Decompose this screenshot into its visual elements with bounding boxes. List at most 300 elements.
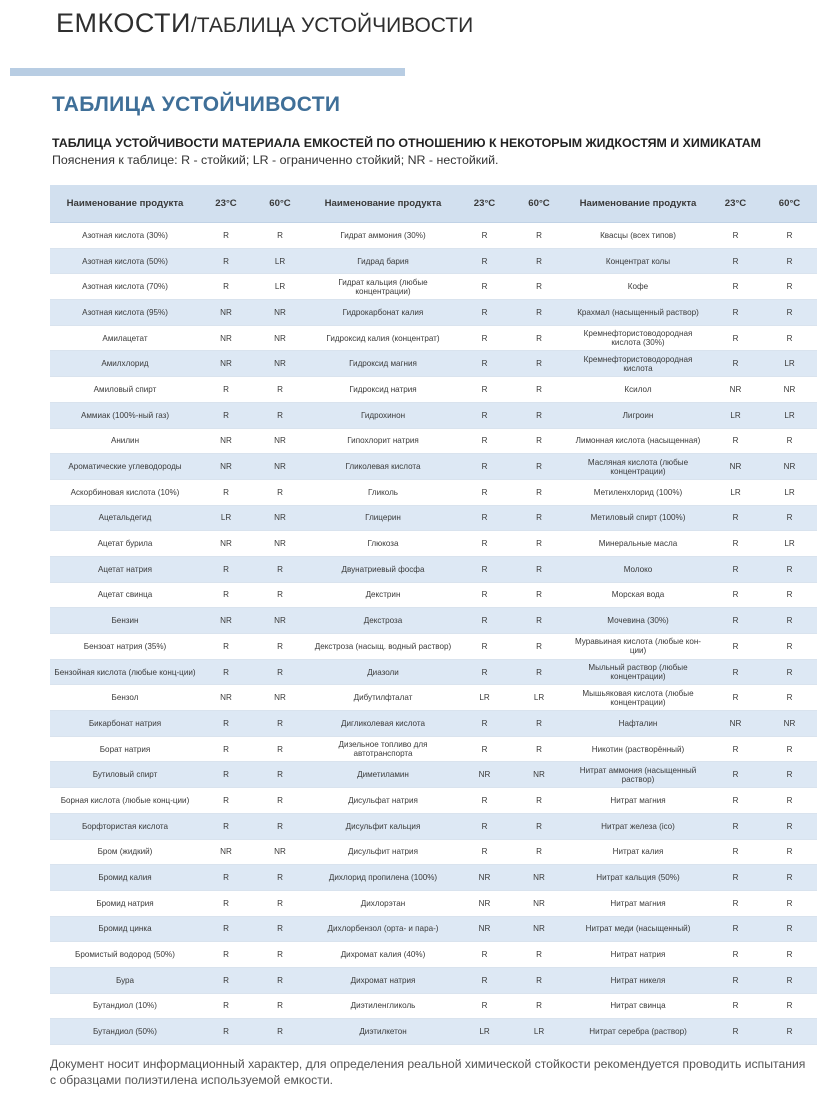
resistance-cell: R [252, 865, 308, 891]
product-name-cell: Ацетат бурила [50, 531, 200, 557]
product-name-cell: Бензин [50, 608, 200, 634]
resistance-cell: R [762, 428, 817, 454]
resistance-cell: R [200, 274, 252, 300]
product-name-cell: Метиловый спирт (100%) [567, 505, 709, 531]
resistance-cell: R [762, 993, 817, 1019]
resistance-cell: R [511, 531, 567, 557]
resistance-cell: R [200, 788, 252, 814]
resistance-cell: R [709, 274, 762, 300]
product-name-cell: Нафталин [567, 711, 709, 737]
resistance-cell: LR [458, 685, 511, 711]
product-name-cell: Дисульфит кальция [308, 813, 458, 839]
product-name-cell: Кремнефтористоводородная кислота (30%) [567, 325, 709, 351]
table-row [50, 274, 817, 300]
product-name-cell: Бензоат натрия (35%) [50, 634, 200, 660]
resistance-cell: R [762, 608, 817, 634]
resistance-cell: R [458, 993, 511, 1019]
product-name-cell: Дисульфит натрия [308, 839, 458, 865]
table-row [50, 479, 817, 505]
resistance-cell: R [458, 454, 511, 480]
resistance-cell: R [252, 711, 308, 737]
resistance-cell: R [458, 659, 511, 685]
product-name-cell: Бикарбонат натрия [50, 711, 200, 737]
product-name-cell: Декстроза (насыщ. водный раствор) [308, 634, 458, 660]
resistance-cell: R [511, 556, 567, 582]
resistance-cell: LR [200, 505, 252, 531]
resistance-cell: R [762, 890, 817, 916]
product-name-cell: Азотная кислота (50%) [50, 248, 200, 274]
resistance-cell: R [709, 1019, 762, 1045]
resistance-cell: LR [511, 685, 567, 711]
resistance-cell: NR [252, 839, 308, 865]
resistance-cell: R [252, 1019, 308, 1045]
product-name-cell: Аммиак (100%-ный газ) [50, 402, 200, 428]
resistance-cell: NR [762, 377, 817, 403]
resistance-cell: R [200, 582, 252, 608]
resistance-cell: R [200, 711, 252, 737]
resistance-cell: R [762, 659, 817, 685]
header-sub: ТАБЛИЦА УСТОЙЧИВОСТИ [196, 14, 474, 37]
product-name-cell: Двунатриевый фосфа [308, 556, 458, 582]
resistance-cell: R [762, 634, 817, 660]
table-row [50, 248, 817, 274]
table-row [50, 582, 817, 608]
product-name-cell: Бромистый водород (50%) [50, 942, 200, 968]
table-row [50, 531, 817, 557]
product-name-cell: Ацетат натрия [50, 556, 200, 582]
product-name-cell: Амилацетат [50, 325, 200, 351]
resistance-cell: R [762, 967, 817, 993]
product-name-cell: Гидрохинон [308, 402, 458, 428]
column-header: Наименование продукта [567, 185, 709, 223]
product-name-cell: Метиленхлорид (100%) [567, 479, 709, 505]
resistance-cell: R [511, 505, 567, 531]
resistance-cell: R [511, 608, 567, 634]
product-name-cell: Гидрат кальция (любые концентрации) [308, 274, 458, 300]
product-name-cell: Бензол [50, 685, 200, 711]
resistance-cell: LR [709, 479, 762, 505]
resistance-cell: R [252, 634, 308, 660]
resistance-cell: R [511, 248, 567, 274]
resistance-cell: R [762, 839, 817, 865]
column-header: 23°C [200, 185, 252, 223]
table-row [50, 325, 817, 351]
resistance-cell: NR [511, 865, 567, 891]
resistance-cell: R [200, 223, 252, 249]
resistance-cell: R [458, 351, 511, 377]
resistance-cell: R [709, 916, 762, 942]
resistance-cell: LR [252, 248, 308, 274]
resistance-cell: NR [458, 916, 511, 942]
table-row [50, 788, 817, 814]
column-header: 60°C [252, 185, 308, 223]
resistance-cell: R [762, 685, 817, 711]
table-row [50, 736, 817, 762]
resistance-cell: NR [458, 865, 511, 891]
header-underline-bar [10, 68, 405, 76]
resistance-cell: NR [200, 300, 252, 326]
column-header: 23°C [458, 185, 511, 223]
product-name-cell: Нитрат магния [567, 788, 709, 814]
resistance-cell: R [458, 377, 511, 403]
resistance-cell: R [252, 942, 308, 968]
product-name-cell: Борат натрия [50, 736, 200, 762]
product-name-cell: Диэтиленгликоль [308, 993, 458, 1019]
table-header-row [50, 185, 817, 223]
resistance-cell: R [511, 351, 567, 377]
resistance-cell: R [709, 762, 762, 788]
resistance-cell: R [762, 505, 817, 531]
resistance-cell: NR [200, 839, 252, 865]
resistance-cell: NR [252, 325, 308, 351]
resistance-cell: R [709, 813, 762, 839]
resistance-cell: NR [252, 454, 308, 480]
resistance-cell: R [200, 659, 252, 685]
resistance-cell: R [458, 300, 511, 326]
resistance-cell: R [762, 736, 817, 762]
resistance-cell: R [511, 402, 567, 428]
product-name-cell: Муравьиная кислота (любые кон-ции) [567, 634, 709, 660]
product-name-cell: Азотная кислота (95%) [50, 300, 200, 326]
product-name-cell: Азотная кислота (30%) [50, 223, 200, 249]
resistance-cell: R [709, 556, 762, 582]
product-name-cell: Молоко [567, 556, 709, 582]
table-row [50, 916, 817, 942]
resistance-cell: R [709, 685, 762, 711]
resistance-cell: LR [762, 402, 817, 428]
resistance-cell: NR [709, 377, 762, 403]
product-name-cell: Дихлорбензол (орта- и пара-) [308, 916, 458, 942]
product-name-cell: Минеральные масла [567, 531, 709, 557]
resistance-cell: R [200, 967, 252, 993]
resistance-cell: NR [200, 351, 252, 377]
resistance-cell: NR [511, 762, 567, 788]
resistance-cell: R [511, 839, 567, 865]
resistance-cell: R [458, 788, 511, 814]
table-row [50, 1019, 817, 1045]
product-name-cell: Диэтилкетон [308, 1019, 458, 1045]
resistance-cell: R [200, 248, 252, 274]
product-name-cell: Бутандиол (50%) [50, 1019, 200, 1045]
table-legend: Пояснения к таблице: R - стойкий; LR - ограниченно стойкий; NR - нестойкий. [52, 153, 499, 167]
product-name-cell: Борфтористая кислота [50, 813, 200, 839]
resistance-cell: R [762, 813, 817, 839]
resistance-cell: NR [200, 531, 252, 557]
resistance-cell: R [709, 582, 762, 608]
product-name-cell: Бензойная кислота (любые конц-ции) [50, 659, 200, 685]
resistance-cell: R [252, 582, 308, 608]
resistance-cell: R [709, 248, 762, 274]
product-name-cell: Нитрат кальция (50%) [567, 865, 709, 891]
resistance-cell: R [762, 916, 817, 942]
resistance-cell: NR [200, 454, 252, 480]
resistance-cell: R [200, 556, 252, 582]
product-name-cell: Бура [50, 967, 200, 993]
resistance-cell: R [709, 788, 762, 814]
table-row [50, 839, 817, 865]
resistance-cell: R [511, 967, 567, 993]
table-row [50, 890, 817, 916]
resistance-cell: NR [511, 890, 567, 916]
resistance-cell: R [200, 890, 252, 916]
resistance-cell: R [709, 942, 762, 968]
resistance-cell: R [252, 762, 308, 788]
product-name-cell: Мышьяковая кислота (любые концентрации) [567, 685, 709, 711]
resistance-cell: R [709, 839, 762, 865]
resistance-cell: R [762, 788, 817, 814]
product-name-cell: Масляная кислота (любые концентрации) [567, 454, 709, 480]
product-name-cell: Бромид калия [50, 865, 200, 891]
resistance-cell: NR [252, 608, 308, 634]
product-name-cell: Дигликолевая кислота [308, 711, 458, 737]
product-name-cell: Гидроксид магния [308, 351, 458, 377]
table-body [50, 223, 817, 1045]
resistance-cell: R [200, 377, 252, 403]
resistance-cell: R [252, 890, 308, 916]
resistance-cell: R [709, 325, 762, 351]
table-row [50, 865, 817, 891]
resistance-cell: R [458, 608, 511, 634]
table-row [50, 813, 817, 839]
resistance-cell: R [709, 223, 762, 249]
resistance-cell: R [252, 967, 308, 993]
resistance-cell: R [511, 711, 567, 737]
product-name-cell: Бромид натрия [50, 890, 200, 916]
resistance-cell: NR [458, 890, 511, 916]
resistance-cell: R [511, 274, 567, 300]
resistance-cell: NR [200, 428, 252, 454]
product-name-cell: Дибутилфталат [308, 685, 458, 711]
table-row [50, 300, 817, 326]
product-name-cell: Нитрат никеля [567, 967, 709, 993]
resistance-cell: R [458, 813, 511, 839]
resistance-cell: R [458, 531, 511, 557]
product-name-cell: Декстроза [308, 608, 458, 634]
product-name-cell: Крахмал (насыщенный раствор) [567, 300, 709, 326]
resistance-cell: R [458, 582, 511, 608]
page-header [56, 8, 473, 39]
resistance-cell: R [200, 762, 252, 788]
product-name-cell: Нитрат меди (насыщенный) [567, 916, 709, 942]
resistance-cell: R [511, 659, 567, 685]
product-name-cell: Аскорбиновая кислота (10%) [50, 479, 200, 505]
table-row [50, 967, 817, 993]
resistance-cell: R [709, 736, 762, 762]
resistance-cell: LR [762, 351, 817, 377]
product-name-cell: Нитрат свинца [567, 993, 709, 1019]
resistance-cell: R [762, 325, 817, 351]
resistance-cell: R [762, 556, 817, 582]
resistance-cell: R [252, 993, 308, 1019]
resistance-cell: NR [511, 916, 567, 942]
product-name-cell: Глюкоза [308, 531, 458, 557]
resistance-cell: R [709, 608, 762, 634]
product-name-cell: Гипохлорит натрия [308, 428, 458, 454]
product-name-cell: Лигроин [567, 402, 709, 428]
resistance-cell: NR [762, 711, 817, 737]
resistance-cell: NR [252, 351, 308, 377]
table-row [50, 711, 817, 737]
product-name-cell: Ароматические углеводороды [50, 454, 200, 480]
product-name-cell: Дихромат калия (40%) [308, 942, 458, 968]
product-name-cell: Лимонная кислота (насыщенная) [567, 428, 709, 454]
resistance-cell: R [200, 813, 252, 839]
resistance-cell: R [200, 1019, 252, 1045]
resistance-cell: R [709, 659, 762, 685]
resistance-cell: R [511, 454, 567, 480]
resistance-cell: R [709, 428, 762, 454]
resistance-cell: R [511, 479, 567, 505]
product-name-cell: Никотин (растворённый) [567, 736, 709, 762]
resistance-cell: R [709, 300, 762, 326]
product-name-cell: Диметиламин [308, 762, 458, 788]
resistance-cell: NR [709, 454, 762, 480]
resistance-cell: R [709, 890, 762, 916]
resistance-cell: R [458, 839, 511, 865]
product-name-cell: Дизельное топливо для автотранспорта [308, 736, 458, 762]
product-name-cell: Глицерин [308, 505, 458, 531]
product-name-cell: Кофе [567, 274, 709, 300]
resistance-cell: R [762, 865, 817, 891]
resistance-cell: NR [709, 711, 762, 737]
resistance-cell: R [458, 942, 511, 968]
product-name-cell: Диазоли [308, 659, 458, 685]
resistance-cell: R [511, 993, 567, 1019]
column-header: 60°C [762, 185, 817, 223]
resistance-cell: R [709, 505, 762, 531]
resistance-cell: R [762, 582, 817, 608]
product-name-cell: Ацетальдегид [50, 505, 200, 531]
resistance-cell: R [709, 865, 762, 891]
product-name-cell: Кремнефтористоводородная кислота [567, 351, 709, 377]
product-name-cell: Гидрокарбонат калия [308, 300, 458, 326]
resistance-cell: LR [709, 402, 762, 428]
resistance-cell: R [511, 428, 567, 454]
resistance-cell: R [252, 402, 308, 428]
product-name-cell: Азотная кислота (70%) [50, 274, 200, 300]
product-name-cell: Борная кислота (любые конц-ции) [50, 788, 200, 814]
section-title: ТАБЛИЦА УСТОЙЧИВОСТИ [52, 93, 341, 116]
product-name-cell: Нитрат серебра (раствор) [567, 1019, 709, 1045]
product-name-cell: Дихлорид пропилена (100%) [308, 865, 458, 891]
product-name-cell: Нитрат магния [567, 890, 709, 916]
product-name-cell: Ксилол [567, 377, 709, 403]
product-name-cell: Гликоль [308, 479, 458, 505]
product-name-cell: Гидрад бария [308, 248, 458, 274]
resistance-cell: LR [762, 531, 817, 557]
resistance-cell: NR [252, 300, 308, 326]
header-separator: / [190, 14, 197, 37]
resistance-cell: R [458, 274, 511, 300]
table-row [50, 223, 817, 249]
table-row [50, 351, 817, 377]
resistance-cell: R [458, 736, 511, 762]
resistance-cell: R [511, 300, 567, 326]
product-name-cell: Бутиловый спирт [50, 762, 200, 788]
resistance-cell: R [200, 736, 252, 762]
resistance-cell: R [252, 659, 308, 685]
table-row [50, 454, 817, 480]
resistance-cell: R [511, 813, 567, 839]
product-name-cell: Гидрат аммония (30%) [308, 223, 458, 249]
product-name-cell: Морская вода [567, 582, 709, 608]
resistance-cell: R [252, 788, 308, 814]
resistance-cell: R [200, 402, 252, 428]
resistance-cell: LR [458, 1019, 511, 1045]
resistance-cell: R [511, 736, 567, 762]
product-name-cell: Нитрат натрия [567, 942, 709, 968]
resistance-cell: R [458, 479, 511, 505]
resistance-cell: LR [762, 479, 817, 505]
resistance-cell: R [252, 916, 308, 942]
product-name-cell: Квасцы (всех типов) [567, 223, 709, 249]
resistance-cell: R [762, 762, 817, 788]
resistance-cell: R [709, 993, 762, 1019]
resistance-cell: R [458, 556, 511, 582]
product-name-cell: Концентрат колы [567, 248, 709, 274]
product-name-cell: Декстрин [308, 582, 458, 608]
product-name-cell: Нитрат аммония (насыщенный раствор) [567, 762, 709, 788]
product-name-cell: Мыльный раствор (любые концентрации) [567, 659, 709, 685]
table-row [50, 659, 817, 685]
product-name-cell: Нитрат калия [567, 839, 709, 865]
resistance-cell: R [762, 1019, 817, 1045]
resistance-cell: NR [200, 325, 252, 351]
resistance-cell: R [511, 223, 567, 249]
resistance-cell: R [762, 248, 817, 274]
table-row [50, 402, 817, 428]
resistance-cell: R [709, 967, 762, 993]
product-name-cell: Дисульфат натрия [308, 788, 458, 814]
resistance-cell: R [709, 351, 762, 377]
resistance-cell: R [458, 428, 511, 454]
product-name-cell: Бутандиол (10%) [50, 993, 200, 1019]
resistance-cell: R [200, 916, 252, 942]
resistance-cell: R [762, 300, 817, 326]
product-name-cell: Анилин [50, 428, 200, 454]
table-row [50, 428, 817, 454]
column-header: Наименование продукта [50, 185, 200, 223]
resistance-cell: R [511, 325, 567, 351]
resistance-cell: R [458, 711, 511, 737]
table-row [50, 993, 817, 1019]
resistance-cell: R [762, 274, 817, 300]
resistance-cell: R [511, 582, 567, 608]
resistance-cell: R [200, 634, 252, 660]
resistance-cell: R [458, 505, 511, 531]
resistance-cell: R [511, 377, 567, 403]
resistance-cell: R [511, 788, 567, 814]
resistance-cell: R [252, 377, 308, 403]
table-row [50, 762, 817, 788]
table-row [50, 634, 817, 660]
resistance-cell: R [200, 993, 252, 1019]
resistance-cell: R [458, 248, 511, 274]
resistance-cell: R [200, 479, 252, 505]
table-row [50, 685, 817, 711]
resistance-cell: NR [200, 608, 252, 634]
resistance-cell: R [458, 634, 511, 660]
resistance-cell: NR [252, 505, 308, 531]
table-row [50, 377, 817, 403]
resistance-cell: LR [252, 274, 308, 300]
resistance-cell: R [458, 402, 511, 428]
resistance-cell: NR [252, 685, 308, 711]
resistance-cell: R [709, 531, 762, 557]
resistance-cell: R [762, 942, 817, 968]
resistance-cell: R [252, 736, 308, 762]
table-row [50, 505, 817, 531]
